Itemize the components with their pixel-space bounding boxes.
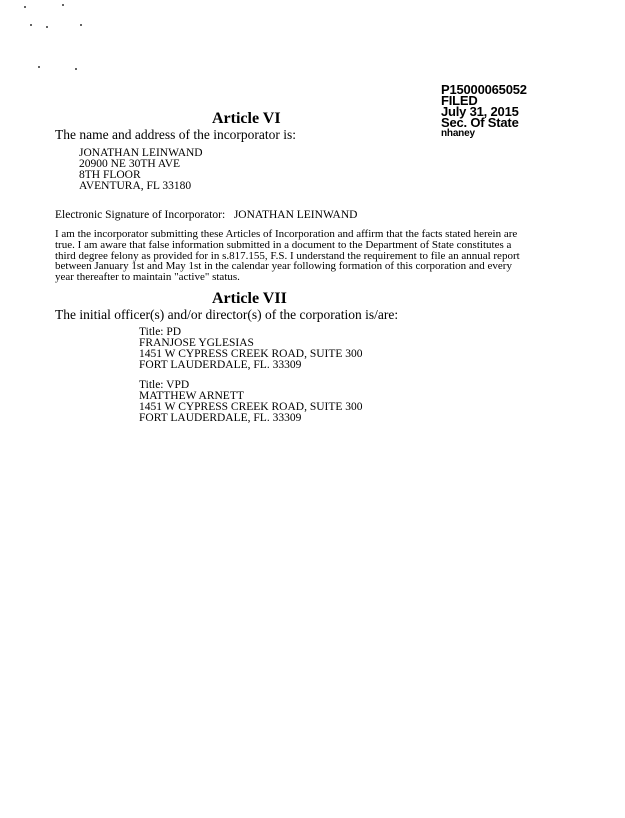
scan-speck: [75, 68, 77, 70]
stamp-office: Sec. Of State: [441, 115, 519, 130]
signature-name: JONATHAN LEINWAND: [233, 209, 358, 221]
article-6-intro: The name and address of the incorporator is:: [55, 127, 297, 142]
incorporator-statement: [55, 229, 520, 283]
stamp-doc-number: P15000065052: [441, 82, 527, 97]
statement-line: between January 1st and May 1st in the calendar year following formation of this corporation and every: [55, 260, 512, 273]
article-7-heading: Article VII: [212, 290, 287, 307]
officer-entry: [139, 327, 363, 371]
address-line: AVENTURA, FL 33180: [79, 180, 192, 192]
signature-label: Electronic Signature of Incorporator:: [55, 209, 226, 221]
scan-speck: [30, 24, 32, 26]
address-line: 20900 NE 30TH AVE: [79, 158, 181, 170]
filing-stamp: [441, 84, 527, 140]
electronic-signature: [55, 210, 357, 221]
statement-line: third degree felony as provided for in s.817.155, F.S. I understand the requirement to file an annual report: [55, 249, 520, 262]
officer-entry: [139, 380, 363, 424]
scan-speck: [46, 26, 48, 28]
stamp-status: FILED: [441, 93, 478, 108]
officer-name: MATTHEW ARNETT: [139, 390, 244, 402]
scan-speck: [62, 4, 64, 6]
officer-city: FORT LAUDERDALE, FL. 33309: [139, 412, 302, 424]
officer-street: 1451 W CYPRESS CREEK ROAD, SUITE 300: [139, 401, 363, 413]
article-7-intro: The initial officer(s) and/or director(s) of the corporation is/are:: [55, 307, 399, 322]
incorporator-address: [79, 148, 203, 192]
statement-line: year thereafter to maintain "active" status.: [55, 271, 240, 284]
address-line: JONATHAN LEINWAND: [79, 147, 203, 159]
address-line: 8TH FLOOR: [79, 169, 141, 181]
officer-title: Title: PD: [139, 326, 182, 338]
statement-line: I am the incorporator submitting these Articles of Incorporation and affirm that the facts stated herein are: [55, 228, 518, 240]
officer-title: Title: VPD: [139, 379, 190, 391]
officer-street: 1451 W CYPRESS CREEK ROAD, SUITE 300: [139, 348, 363, 360]
article-6-heading: Article VI: [212, 110, 281, 127]
scan-speck: [24, 6, 26, 8]
stamp-user: nhaney: [441, 128, 475, 139]
officer-city: FORT LAUDERDALE, FL. 33309: [139, 359, 302, 371]
statement-line: true. I am aware that false information submitted in a document to the Department of State constitutes a: [55, 238, 512, 251]
officer-name: FRANJOSE YGLESIAS: [139, 337, 254, 349]
stamp-date: July 31, 2015: [441, 104, 519, 119]
scan-speck: [80, 24, 82, 26]
scan-speck: [38, 66, 40, 68]
